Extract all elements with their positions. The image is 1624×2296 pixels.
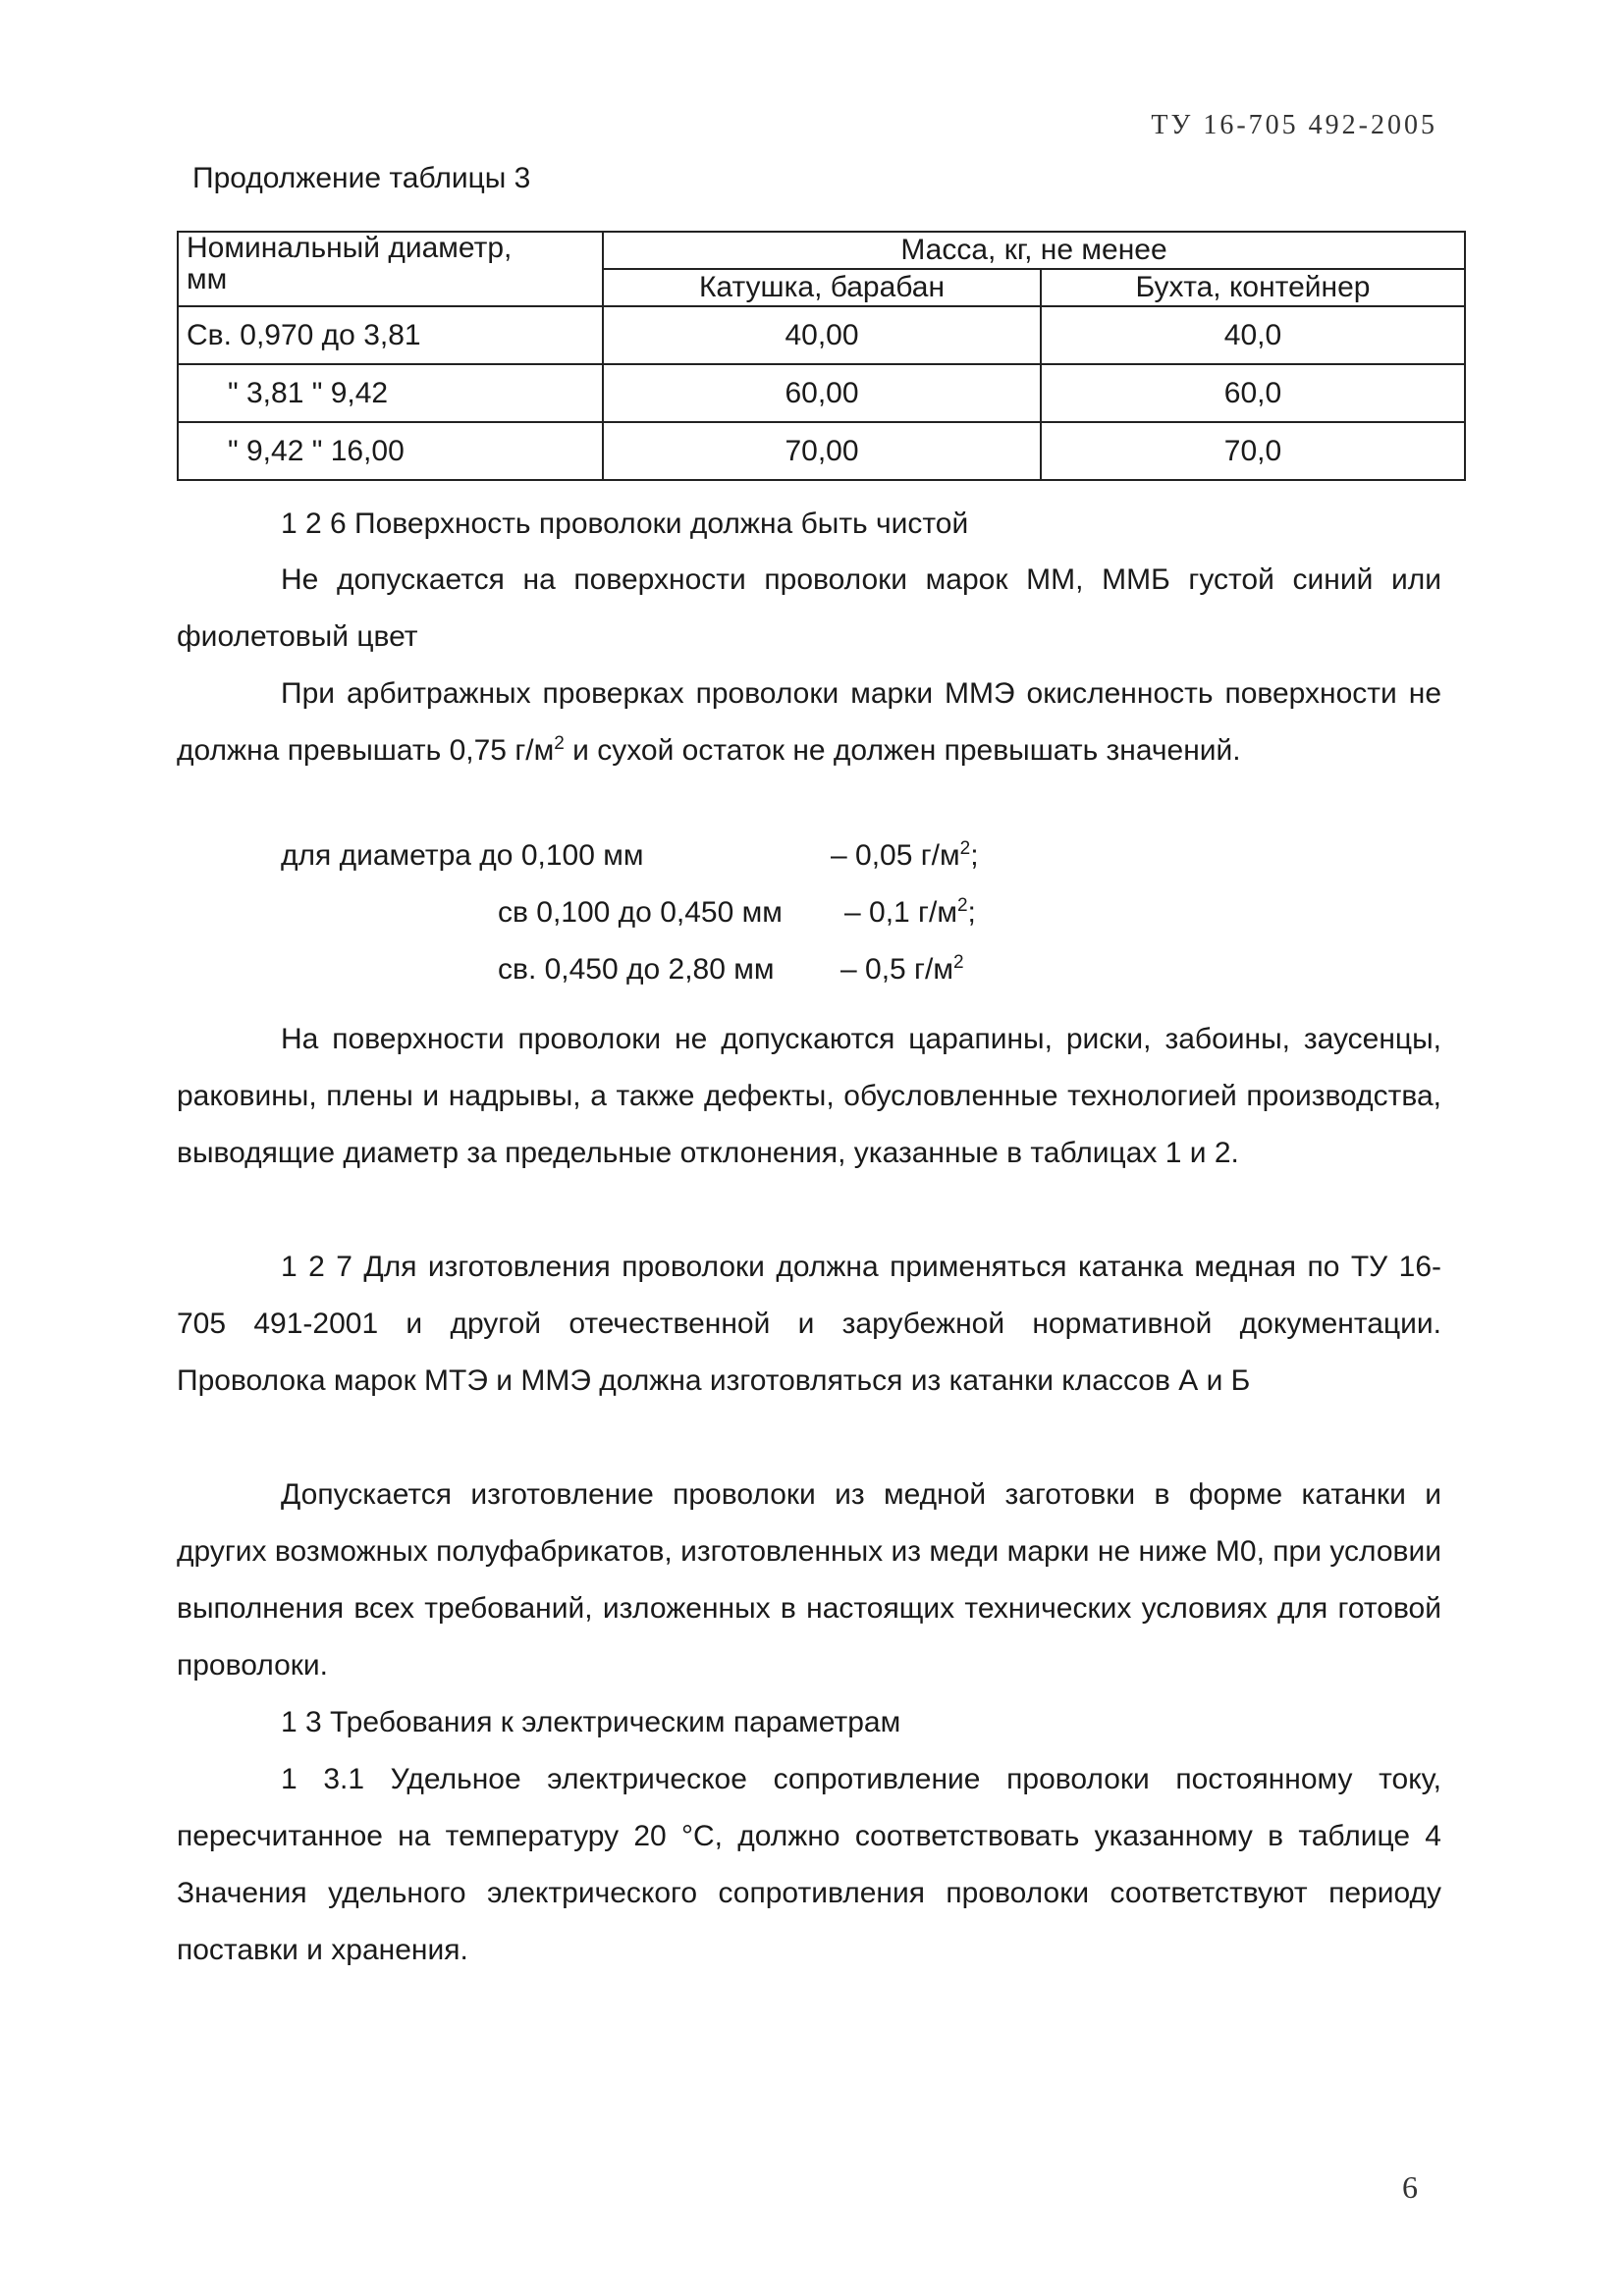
diameter-cell: Св. 0,970 до 3,81 [178, 306, 603, 364]
page-number: 6 [1402, 2169, 1418, 2205]
diameter-header [178, 232, 603, 306]
limit-label: для диаметра до 0,100 мм [281, 839, 644, 872]
clause-1-3-1: 1 3.1 Удельное электрическое сопротивление проволоки постоянному току, пересчитанное на температуру 20 °С, должно соответствовать указанному в таблице 4 Значения удельного электрического сопротивления проволоки соответствуют периоду поставки и хранения. [177, 1763, 1441, 1966]
coil-mass-cell: 60,00 [603, 364, 1041, 422]
paragraph-defects: На поверхности проволоки не допускаются царапины, риски, забоины, заусенцы, раковины, плены и надрывы, а также дефекты, обусловленные технологией производства, выводящие диаметр за предельные отклонения, указанные в таблицах 1 и 2. [177, 1023, 1441, 1169]
mass-header: Масса, кг, не менее [603, 232, 1465, 269]
coil-mass-cell: 40,00 [603, 306, 1041, 364]
limit-value: – 0,1 $г/м^2$; [844, 895, 976, 929]
clause-1-2-6: 1 2 6 Поверхность проволоки должна быть чистой [281, 507, 969, 540]
arbitration-text-b: и сухой остаток не должен превышать значений. [564, 734, 1241, 767]
paragraph-allowed: Допускается изготовление проволоки из медной заготовки в форме катанки и других возможных полуфабрикатов, изготовленных из меди марки не ниже М0, при условии выполнения всех требований, изложенных в настоящих технических условиях для готовой проволоки. [177, 1478, 1441, 1682]
mass-table [177, 231, 1466, 481]
document-id: ТУ 16-705 492-2005 [1151, 110, 1437, 140]
table-caption: Продолжение таблицы 3 [192, 162, 531, 194]
diameter-cell: " 3,81 " 9,42 [178, 364, 603, 422]
coil-header: Катушка, барабан [603, 269, 1041, 306]
clause-1-2-7: 1 2 7 Для изготовления проволоки должна применяться катанка медная по ТУ 16-705 491-2001 и другой отечественной и зарубежной нормативной документации. Проволока марок МТЭ и ММЭ должна изготовляться из катанки классов А и Б [177, 1251, 1441, 1397]
limit-value: – 0,5 $г/м^2$ [840, 952, 964, 986]
diameter-header-line2: мм [187, 262, 228, 295]
container-mass-cell: 70,0 [1041, 422, 1465, 480]
diameter-header-line1: Номинальный диаметр, [187, 232, 513, 264]
clause-1-3: 1 3 Требования к электрическим параметрам [281, 1706, 901, 1738]
arbitration-text-a: При арбитражных проверках проволоки марки ММЭ окисленность поверхности не должна превышать 0,75 г/м [177, 677, 1441, 767]
paragraph-violet-color: Не допускается на поверхности проволоки марок ММ, ММБ густой синий или фиолетовый цвет [177, 563, 1441, 653]
container-mass-cell: 40,0 [1041, 306, 1465, 364]
table-row [178, 422, 1465, 480]
container-header: Бухта, контейнер [1041, 269, 1465, 306]
limit-label: св 0,100 до 0,450 мм [498, 896, 783, 929]
container-mass-cell: 60,0 [1041, 364, 1465, 422]
table-row [178, 364, 1465, 422]
limit-value: – 0,05 $г/м^2$; [831, 838, 979, 872]
paragraph-arbitration [177, 666, 1441, 779]
diameter-cell: " 9,42 " 16,00 [178, 422, 603, 480]
superscript-2: 2 [554, 733, 565, 754]
coil-mass-cell: 70,00 [603, 422, 1041, 480]
table-row [178, 306, 1465, 364]
limit-label: св. 0,450 до 2,80 мм [498, 953, 775, 986]
